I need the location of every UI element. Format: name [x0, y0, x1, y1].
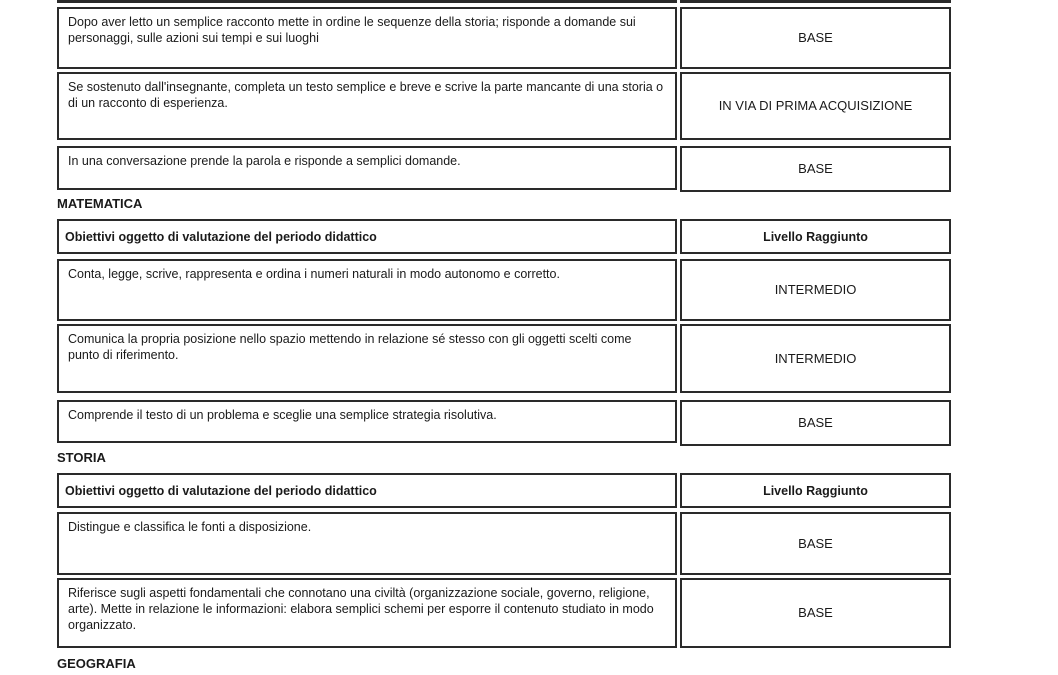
section-title-matematica: MATEMATICA: [57, 196, 143, 211]
header-objectives: Obiettivi oggetto di valutazione del periodo didattico: [57, 219, 677, 254]
objective-cell: Distingue e classifica le fonti a disposizione.: [57, 512, 677, 575]
objective-cell: Comunica la propria posizione nello spazio mettendo in relazione sé stesso con gli oggetti scelti come punto di riferimento.: [57, 324, 677, 393]
objective-cell: Comprende il testo di un problema e sceglie una semplice strategia risolutiva.: [57, 400, 677, 443]
header-level: Livello Raggiunto: [680, 219, 951, 254]
objective-cell: Conta, legge, scrive, rappresenta e ordina i numeri naturali in modo autonomo e corretto.: [57, 259, 677, 321]
table-border: [680, 0, 951, 3]
level-cell: INTERMEDIO: [680, 259, 951, 321]
level-cell: BASE: [680, 146, 951, 192]
objective-cell: Riferisce sugli aspetti fondamentali che connotano una civiltà (organizzazione sociale, governo, religione, arte). Mette in relazione le informazioni: elabora semplici schemi per esporre il contenuto studiato in modo organizzato.: [57, 578, 677, 648]
level-cell: BASE: [680, 512, 951, 575]
objective-cell: Dopo aver letto un semplice racconto mette in ordine le sequenze della storia; risponde a domande sui personaggi, sulle azioni sui tempi e sui luoghi: [57, 7, 677, 69]
objective-cell: In una conversazione prende la parola e risponde a semplici domande.: [57, 146, 677, 190]
level-cell: IN VIA DI PRIMA ACQUISIZIONE: [680, 72, 951, 140]
section-title-storia: STORIA: [57, 450, 106, 465]
level-cell: BASE: [680, 578, 951, 648]
level-cell: INTERMEDIO: [680, 324, 951, 393]
header-level: Livello Raggiunto: [680, 473, 951, 508]
section-title-geografia: GEOGRAFIA: [57, 656, 136, 671]
objective-cell: Se sostenuto dall'insegnante, completa un testo semplice e breve e scrive la parte mancante di una storia o di un racconto di esperienza.: [57, 72, 677, 140]
header-objectives: Obiettivi oggetto di valutazione del periodo didattico: [57, 473, 677, 508]
table-border: [57, 0, 677, 3]
level-cell: BASE: [680, 7, 951, 69]
level-cell: BASE: [680, 400, 951, 446]
